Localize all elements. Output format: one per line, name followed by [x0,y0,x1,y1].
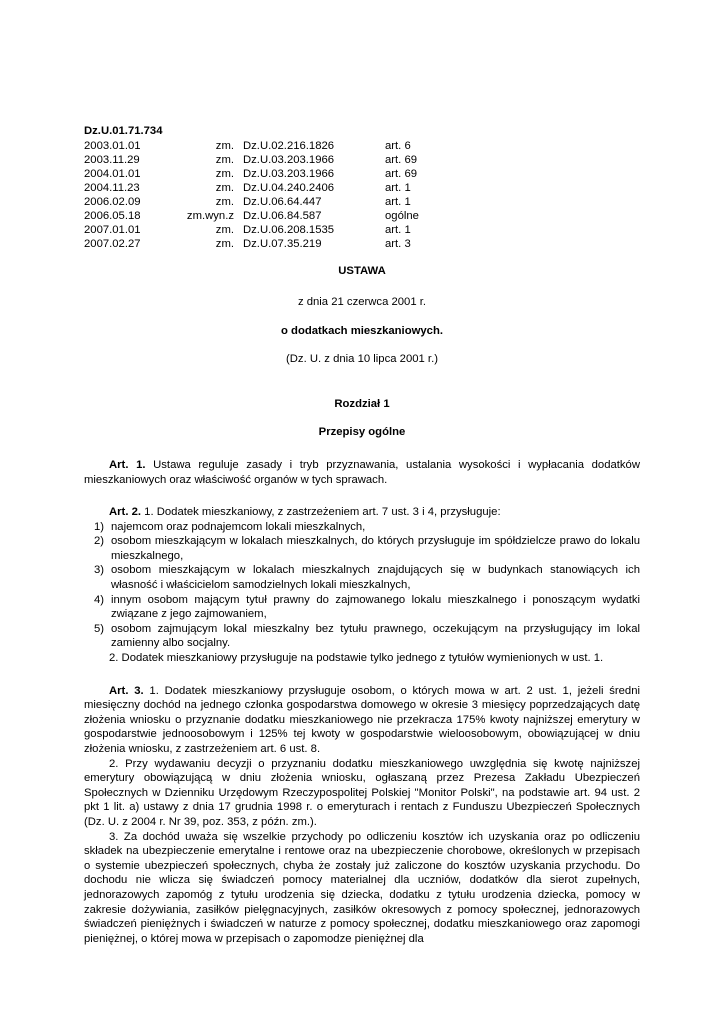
article-3-paragraph-2: 2. Przy wydawaniu decyzji o przyznaniu dodatku mieszkaniowego uwzględnia się kwotę najniższej emerytury obowiązującą w dniu złożenia wniosku, ogłaszaną przez Prezesa Zakładu Ubezpieczeń Społecznych w Dzienniku Urzędowym Rzeczypospolitej Polskiej "Monitor Polski", na podstawie art. 94 ust. 2 pkt 1 lit. a) ustawy z dnia 17 grudnia 1998 r. o emeryturach i rentach z Funduszu Ubezpieczeń Społecznych (Dz. U. z 2004 r. Nr 39, poz. 353, z późn. zm.). [84,757,640,828]
amendment-row [84,167,419,181]
act-date: z dnia 21 czerwca 2001 r. [297,295,427,308]
article-2-items [84,520,640,651]
amendment-article: art. 1 [385,195,411,208]
list-item [84,563,640,592]
article-3-para1-text: 1. Dodatek mieszkaniowy przysługuje osobom, o których mowa w art. 2 ust. 1, jeżeli średni miesięczny dochód na jednego członka gospodarstwa domowego w okresie 3 miesięcy poprzedzających datę złożenia wniosku o przyznanie dodatku mieszkaniowego nie przekracza 175% kwoty najniższej emerytury w gospodarstwie jednoosobowym i 125% tej kwoty w gospodarstwie wieloosobowym, obowiązującej w dniu złożenia wniosku, z zastrzeżeniem art. 6 ust. 8. [84,684,641,755]
article-2-paragraph-2: 2. Dodatek mieszkaniowy przysługuje na podstawie tylko jednego z tytułów wymienionych w ust. 1. [109,652,604,665]
amendment-article: art. 1 [385,224,411,237]
amendment-date: 2007.01.01 [84,224,141,237]
amendment-type: zm. [215,153,234,166]
article-3-paragraph-1 [84,684,640,757]
item-number: 3) [93,564,104,577]
chapter-number: Rozdział 1 [334,397,390,410]
amendment-reference: Dz.U.06.208.1535 [243,224,335,237]
list-item [84,534,640,563]
article-2-intro [84,505,640,520]
amendment-article: art. 1 [385,181,411,194]
list-item [84,622,640,651]
amendment-type: zm.wyn.z [186,210,234,223]
amendment-reference: Dz.U.06.84.587 [243,210,322,223]
amendment-article: art. 69 [385,153,418,166]
amendment-type: zm. [215,139,234,152]
article-1-text: Ustawa reguluje zasady i tryb przyznawania, ustalania wysokości i wypłacania dodatków mieszkaniowych oraz właściwość organów w tych sprawach. [84,458,640,486]
amendment-date: 2006.02.09 [84,195,141,208]
article-3-label: Art. 3. [109,684,144,697]
article-1 [84,458,640,487]
amendment-type: zm. [215,195,234,208]
amendment-date: 2003.01.01 [84,139,141,152]
amendment-reference: Dz.U.06.64.447 [243,195,322,208]
amendment-date: 2006.05.18 [84,210,141,223]
amendment-reference: Dz.U.04.240.2406 [243,181,335,194]
amendments-table [84,139,419,252]
item-number: 5) [93,622,104,635]
amendment-article: ogólne [385,210,419,223]
amendment-article: art. 69 [385,167,418,180]
amendment-reference: Dz.U.07.35.219 [243,238,322,251]
act-subject: o dodatkach mieszkaniowych. [281,324,443,337]
article-2-intro-text: 1. Dodatek mieszkaniowy, z zastrzeżeniem art. 7 ust. 3 i 4, przysługuje: [144,506,501,519]
item-text: innym osobom mającym tytuł prawny do zajmowanego lokalu mieszkalnego i ponoszącym wydatki związane z jego zajmowaniem, [111,593,640,621]
item-text: osobom zajmującym lokal mieszkalny bez tytułu prawnego, oczekującym na przysługujący im lokal zamienny albo socjalny. [111,622,640,650]
document-page [84,124,640,946]
amendment-article: art. 3 [385,238,411,251]
amendment-row [84,195,419,209]
amendment-reference: Dz.U.03.203.1966 [243,167,335,180]
act-heading: USTAWA [338,265,386,278]
amendment-reference: Dz.U.02.216.1826 [243,139,335,152]
amendment-date: 2004.11.23 [84,181,140,194]
item-number: 4) [93,593,104,606]
amendment-row [84,223,419,237]
amendment-date: 2007.02.27 [84,238,141,251]
amendment-date: 2004.01.01 [84,167,141,180]
article-2-label: Art. 2. [109,506,142,519]
amendment-row [84,139,419,153]
publication-id: Dz.U.01.71.734 [84,125,163,137]
item-number: 2) [93,535,104,548]
item-text: najemcom oraz podnajemcom lokali mieszkalnych, [111,520,366,533]
item-number: 1) [93,520,104,533]
amendment-type: zm. [215,224,234,237]
chapter-name: Przepisy ogólne [318,426,406,439]
article-3-paragraph-3: 3. Za dochód uważa się wszelkie przychody po odliczeniu kosztów ich uzyskania oraz po odliczeniu składek na ubezpieczenie emerytalne i rentowe oraz na ubezpieczenie chorobowe, określonych w przepisach o systemie ubezpieczeń społecznych, chyba że zostały już zaliczone do kosztów uzyskania przychodu. Do dochodu nie wlicza się świadczeń pomocy materialnej dla uczniów, dodatków dla sierot zupełnych, jednorazowych zapomóg z tytułu urodzenia się dziecka, dodatku z tytułu urodzenia dziecka, pomocy w zakresie dożywiania, zasiłków pielęgnacyjnych, zasiłków okresowych z pomocy społecznej, jednorazowych świadczeń pieniężnych i świadczeń w naturze z pomocy społecznej, dodatku mieszkaniowego oraz zapomogi pieniężnej, o której mowa w przepisach o zapomodze pieniężnej dla [84,830,640,945]
amendment-reference: Dz.U.03.203.1966 [243,153,335,166]
amendment-article: art. 6 [385,139,411,152]
amendment-type: zm. [215,181,234,194]
list-item [84,520,640,535]
amendment-date: 2003.11.29 [84,153,140,166]
amendment-row [84,153,419,167]
amendment-type: zm. [215,238,234,251]
journal-reference: (Dz. U. z dnia 10 lipca 2001 r.) [286,353,438,366]
amendment-type: zm. [215,167,234,180]
amendment-row [84,237,419,251]
item-text: osobom mieszkającym w lokalach mieszkalnych, do których przysługuje im spółdzielcze prawo do lokalu mieszkalnego, [111,535,640,562]
amendment-row [84,181,419,195]
item-text: osobom mieszkającym w lokalach mieszkalnych znajdujących się w budynkach stanowiących ich własność i właścicielom samodzielnych lokali mieszkalnych, [111,564,640,592]
article-1-label: Art. 1. [109,458,146,471]
amendment-row [84,209,419,223]
list-item [84,593,640,622]
